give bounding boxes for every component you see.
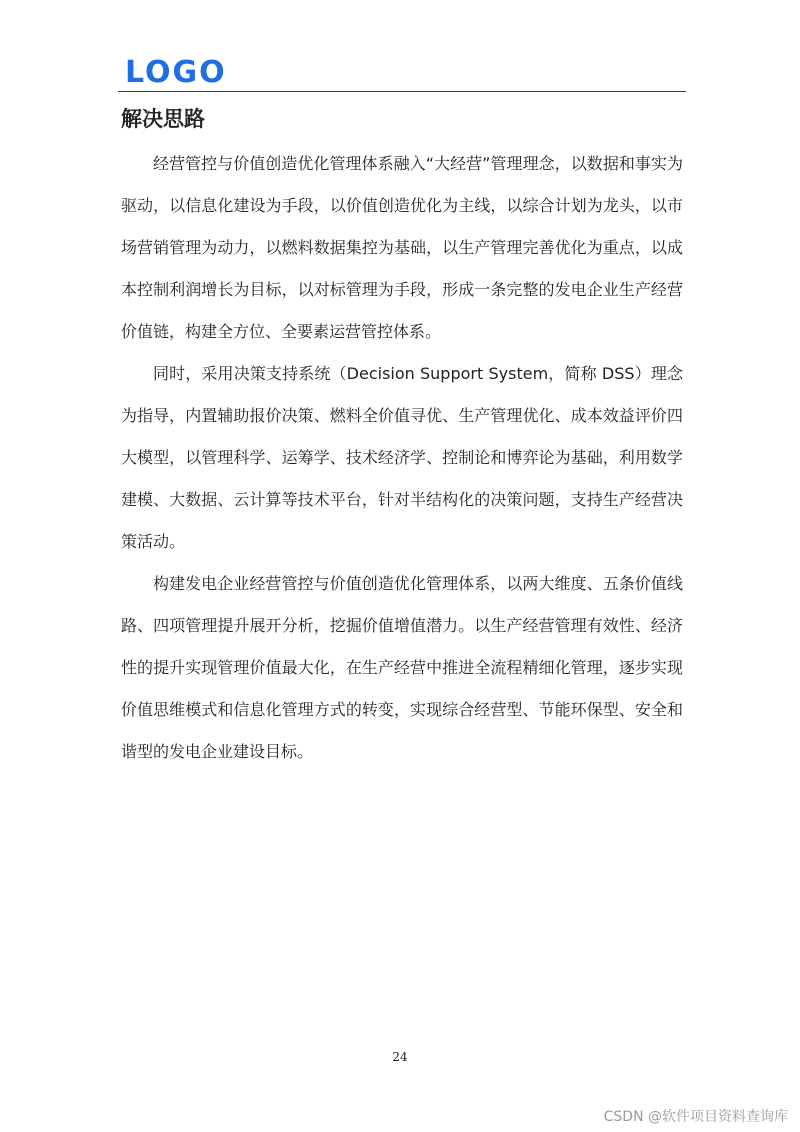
paragraph-1: 经营管控与价值创造优化管理体系融入“大经营”管理理念，以数据和事实为驱动，以信息化建设为手段，以价值创造优化为主线，以综合计划为龙头，以市场营销管理为动力，以燃料数据集控为基础，以生产管理完善优化为重点，以成本控制利润增长为目标，以对标管理为手段，形成一条完整的发电企业生产经营价值链，构建全方位、全要素运营管控体系。 <box>121 154 683 341</box>
watermark: CSDN @软件项目资料查询库 <box>603 1109 788 1125</box>
paragraph-2: 同时，采用决策支持系统（Decision Support System，简称 DSS）理念为指导，内置辅助报价决策、燃料全价值寻优、生产管理优化、成本效益评价四大模型，以管理科学、运筹学、技术经济学、控制论和博弈论为基础，利用数学建模、大数据、云计算等技术平台，针对半结构化的决策问题，支持生产经营决策活动。 <box>121 364 683 551</box>
document-body <box>121 143 683 773</box>
page-number: 24 <box>392 1050 408 1064</box>
paragraph-3: 构建发电企业经营管控与价值创造优化管理体系，以两大维度、五条价值线路、四项管理提升展开分析，挖掘价值增值潜力。以生产经营管理有效性、经济性的提升实现管理价值最大化，在生产经营中推进全流程精细化管理，逐步实现价值思维模式和信息化管理方式的转变，实现综合经营型、节能环保型、安全和谐型的发电企业建设目标。 <box>121 574 683 761</box>
section-title: 解决思路 <box>121 107 205 131</box>
logo: LOGO <box>125 55 227 90</box>
header-divider <box>118 91 686 92</box>
